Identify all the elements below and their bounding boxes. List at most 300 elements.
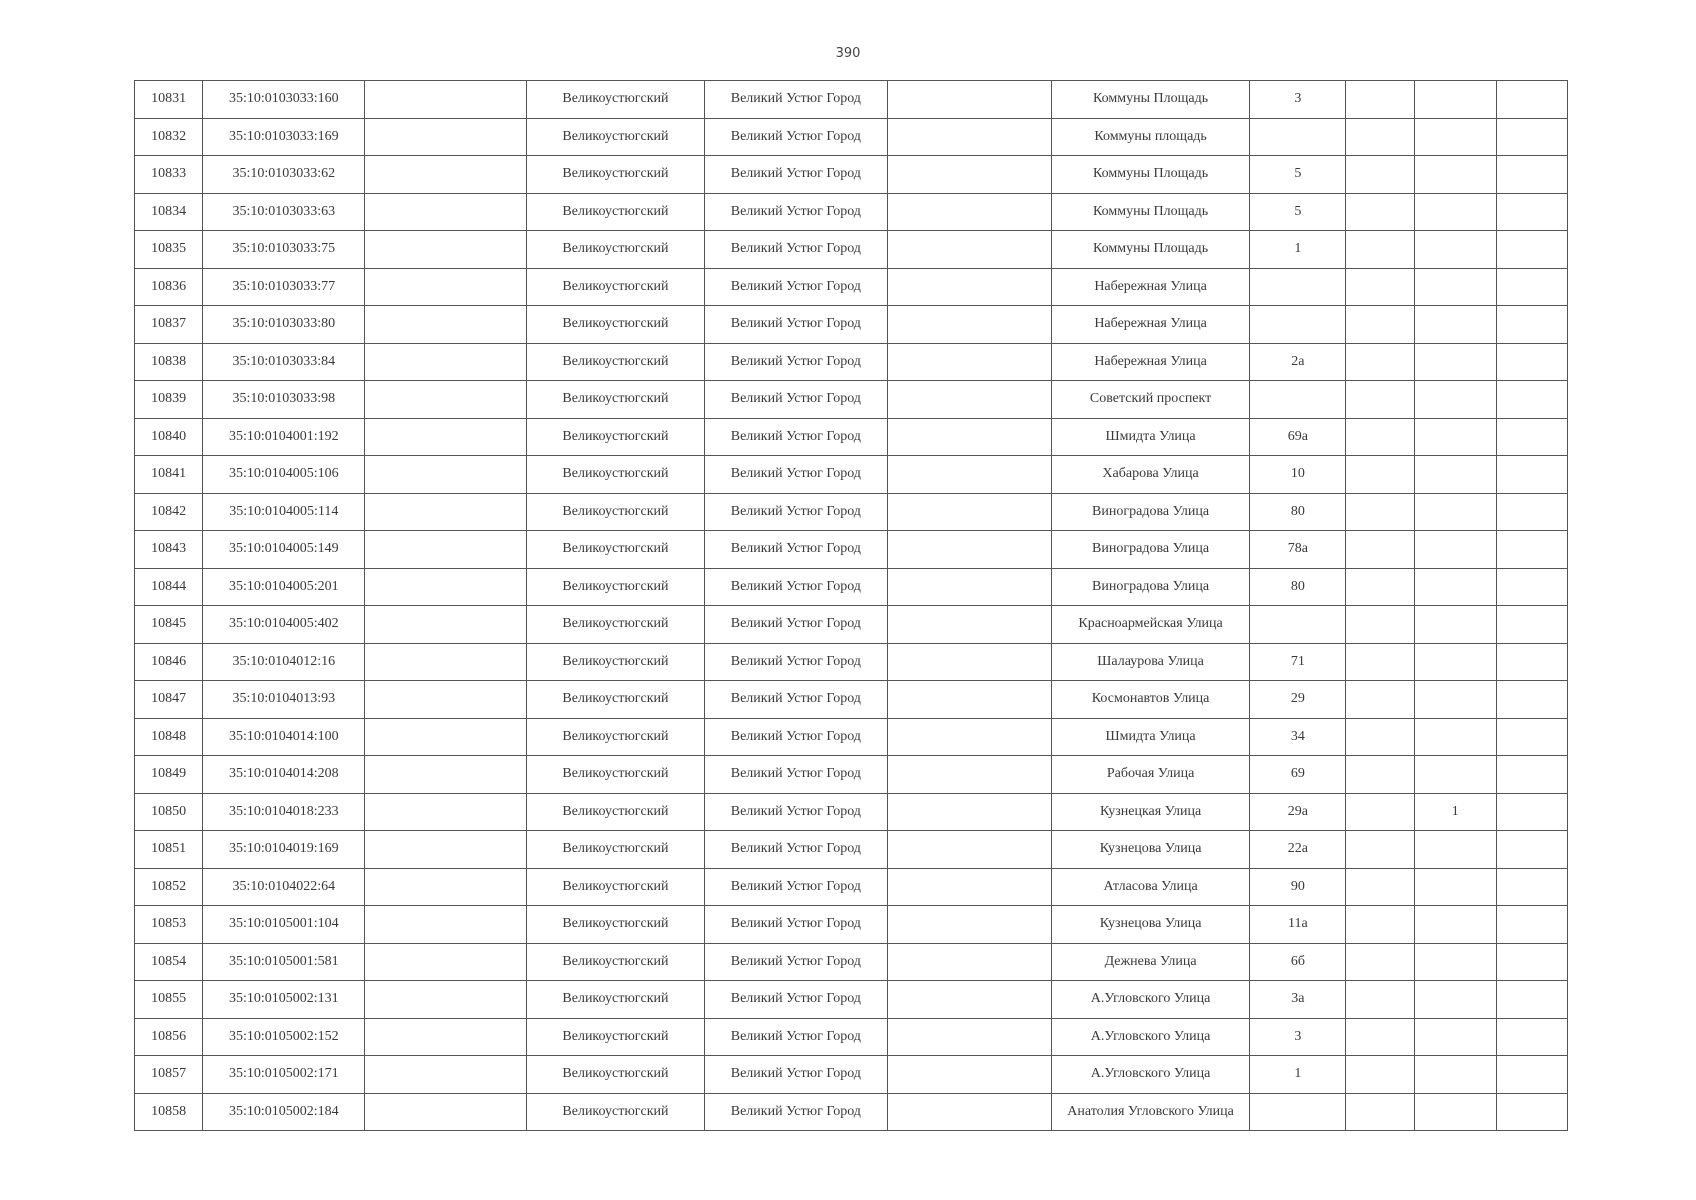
cadastral-number-cell: 35:10:0103033:169: [203, 118, 365, 156]
cadastral-number-cell: 35:10:0105001:581: [203, 943, 365, 981]
district-cell: Великоустюгский: [526, 643, 704, 681]
empty-cell-col11: [1496, 868, 1567, 906]
empty-cell-col11: [1496, 1093, 1567, 1131]
district-cell: Великоустюгский: [526, 793, 704, 831]
count-cell-col10: [1414, 606, 1496, 644]
empty-cell-col6: [887, 568, 1051, 606]
count-cell-col10: [1414, 981, 1496, 1019]
house-number-cell: [1250, 118, 1346, 156]
empty-cell-col6: [887, 81, 1051, 119]
record-number-cell: 10853: [135, 906, 203, 944]
count-cell-col10: [1414, 231, 1496, 269]
empty-cell-col11: [1496, 718, 1567, 756]
street-cell: Анатолия Угловского Улица: [1051, 1093, 1249, 1131]
empty-cell-col9: [1346, 193, 1414, 231]
district-cell: Великоустюгский: [526, 906, 704, 944]
house-number-cell: 22а: [1250, 831, 1346, 869]
locality-cell: Великий Устюг Город: [705, 681, 887, 719]
empty-cell-col9: [1346, 756, 1414, 794]
empty-cell-col6: [887, 456, 1051, 494]
empty-cell-col9: [1346, 381, 1414, 419]
street-cell: Коммуны площадь: [1051, 118, 1249, 156]
street-cell: Виноградова Улица: [1051, 568, 1249, 606]
empty-cell-col11: [1496, 118, 1567, 156]
street-cell: Рабочая Улица: [1051, 756, 1249, 794]
locality-cell: Великий Устюг Город: [705, 81, 887, 119]
empty-cell-col3: [365, 81, 526, 119]
street-cell: Дежнева Улица: [1051, 943, 1249, 981]
empty-cell-col3: [365, 418, 526, 456]
locality-cell: Великий Устюг Город: [705, 156, 887, 194]
empty-cell-col3: [365, 231, 526, 269]
house-number-cell: [1250, 306, 1346, 344]
empty-cell-col6: [887, 493, 1051, 531]
cadastral-number-cell: 35:10:0105002:171: [203, 1056, 365, 1094]
locality-cell: Великий Устюг Город: [705, 718, 887, 756]
empty-cell-col3: [365, 606, 526, 644]
empty-cell-col11: [1496, 231, 1567, 269]
count-cell-col10: [1414, 118, 1496, 156]
empty-cell-col6: [887, 606, 1051, 644]
locality-cell: Великий Устюг Город: [705, 493, 887, 531]
house-number-cell: [1250, 1093, 1346, 1131]
empty-cell-col9: [1346, 718, 1414, 756]
empty-cell-col9: [1346, 868, 1414, 906]
record-number-cell: 10834: [135, 193, 203, 231]
count-cell-col10: [1414, 831, 1496, 869]
locality-cell: Великий Устюг Город: [705, 831, 887, 869]
locality-cell: Великий Устюг Город: [705, 1056, 887, 1094]
street-cell: Шмидта Улица: [1051, 418, 1249, 456]
district-cell: Великоустюгский: [526, 193, 704, 231]
empty-cell-col9: [1346, 1018, 1414, 1056]
table-row: [135, 718, 1568, 756]
empty-cell-col11: [1496, 456, 1567, 494]
count-cell-col10: [1414, 681, 1496, 719]
empty-cell-col9: [1346, 831, 1414, 869]
district-cell: Великоустюгский: [526, 1093, 704, 1131]
street-cell: Шмидта Улица: [1051, 718, 1249, 756]
cadastral-number-cell: 35:10:0105001:104: [203, 906, 365, 944]
district-cell: Великоустюгский: [526, 493, 704, 531]
empty-cell-col6: [887, 381, 1051, 419]
locality-cell: Великий Устюг Город: [705, 381, 887, 419]
count-cell-col10: [1414, 568, 1496, 606]
record-number-cell: 10852: [135, 868, 203, 906]
table-row: [135, 268, 1568, 306]
cadastral-number-cell: 35:10:0104005:149: [203, 531, 365, 569]
empty-cell-col9: [1346, 493, 1414, 531]
empty-cell-col9: [1346, 643, 1414, 681]
record-number-cell: 10837: [135, 306, 203, 344]
count-cell-col10: [1414, 381, 1496, 419]
house-number-cell: 69а: [1250, 418, 1346, 456]
street-cell: Хабарова Улица: [1051, 456, 1249, 494]
district-cell: Великоустюгский: [526, 681, 704, 719]
house-number-cell: 10: [1250, 456, 1346, 494]
empty-cell-col3: [365, 681, 526, 719]
district-cell: Великоустюгский: [526, 606, 704, 644]
street-cell: Коммуны Площадь: [1051, 231, 1249, 269]
cadastral-number-cell: 35:10:0103033:98: [203, 381, 365, 419]
table-row: [135, 156, 1568, 194]
table-row: [135, 981, 1568, 1019]
record-number-cell: 10858: [135, 1093, 203, 1131]
empty-cell-col6: [887, 1093, 1051, 1131]
house-number-cell: 2а: [1250, 343, 1346, 381]
empty-cell-col9: [1346, 118, 1414, 156]
count-cell-col10: [1414, 1018, 1496, 1056]
locality-cell: Великий Устюг Город: [705, 1093, 887, 1131]
empty-cell-col3: [365, 981, 526, 1019]
empty-cell-col6: [887, 831, 1051, 869]
empty-cell-col11: [1496, 943, 1567, 981]
locality-cell: Великий Устюг Город: [705, 231, 887, 269]
record-number-cell: 10831: [135, 81, 203, 119]
house-number-cell: 29: [1250, 681, 1346, 719]
locality-cell: Великий Устюг Город: [705, 418, 887, 456]
empty-cell-col3: [365, 868, 526, 906]
empty-cell-col3: [365, 1018, 526, 1056]
empty-cell-col9: [1346, 418, 1414, 456]
empty-cell-col9: [1346, 906, 1414, 944]
street-cell: Набережная Улица: [1051, 268, 1249, 306]
table-row: [135, 1056, 1568, 1094]
cadastral-number-cell: 35:10:0105002:152: [203, 1018, 365, 1056]
street-cell: Космонавтов Улица: [1051, 681, 1249, 719]
count-cell-col10: [1414, 81, 1496, 119]
locality-cell: Великий Устюг Город: [705, 306, 887, 344]
empty-cell-col11: [1496, 981, 1567, 1019]
record-number-cell: 10856: [135, 1018, 203, 1056]
locality-cell: Великий Устюг Город: [705, 793, 887, 831]
house-number-cell: 80: [1250, 493, 1346, 531]
empty-cell-col9: [1346, 793, 1414, 831]
record-number-cell: 10845: [135, 606, 203, 644]
district-cell: Великоустюгский: [526, 568, 704, 606]
cadastral-number-cell: 35:10:0103033:63: [203, 193, 365, 231]
empty-cell-col11: [1496, 418, 1567, 456]
street-cell: Советский проспект: [1051, 381, 1249, 419]
district-cell: Великоустюгский: [526, 756, 704, 794]
count-cell-col10: [1414, 306, 1496, 344]
record-number-cell: 10848: [135, 718, 203, 756]
empty-cell-col6: [887, 681, 1051, 719]
house-number-cell: 1: [1250, 1056, 1346, 1094]
count-cell-col10: [1414, 756, 1496, 794]
empty-cell-col6: [887, 1018, 1051, 1056]
cadastral-number-cell: 35:10:0103033:75: [203, 231, 365, 269]
empty-cell-col11: [1496, 906, 1567, 944]
count-cell-col10: [1414, 643, 1496, 681]
district-cell: Великоустюгский: [526, 268, 704, 306]
house-number-cell: 3: [1250, 81, 1346, 119]
locality-cell: Великий Устюг Город: [705, 343, 887, 381]
empty-cell-col6: [887, 268, 1051, 306]
record-number-cell: 10850: [135, 793, 203, 831]
district-cell: Великоустюгский: [526, 531, 704, 569]
empty-cell-col6: [887, 418, 1051, 456]
cadastral-number-cell: 35:10:0104019:169: [203, 831, 365, 869]
locality-cell: Великий Устюг Город: [705, 568, 887, 606]
locality-cell: Великий Устюг Город: [705, 1018, 887, 1056]
cadastral-number-cell: 35:10:0103033:80: [203, 306, 365, 344]
locality-cell: Великий Устюг Город: [705, 531, 887, 569]
table-row: [135, 231, 1568, 269]
house-number-cell: 3: [1250, 1018, 1346, 1056]
count-cell-col10: [1414, 1093, 1496, 1131]
street-cell: Виноградова Улица: [1051, 493, 1249, 531]
empty-cell-col3: [365, 568, 526, 606]
count-cell-col10: 1: [1414, 793, 1496, 831]
empty-cell-col11: [1496, 343, 1567, 381]
empty-cell-col9: [1346, 81, 1414, 119]
cadastral-number-cell: 35:10:0104014:100: [203, 718, 365, 756]
locality-cell: Великий Устюг Город: [705, 981, 887, 1019]
count-cell-col10: [1414, 493, 1496, 531]
empty-cell-col6: [887, 943, 1051, 981]
empty-cell-col3: [365, 793, 526, 831]
count-cell-col10: [1414, 343, 1496, 381]
table-row: [135, 1093, 1568, 1131]
empty-cell-col6: [887, 756, 1051, 794]
empty-cell-col9: [1346, 306, 1414, 344]
table-row: [135, 831, 1568, 869]
empty-cell-col9: [1346, 568, 1414, 606]
district-cell: Великоустюгский: [526, 1056, 704, 1094]
house-number-cell: [1250, 606, 1346, 644]
table-row: [135, 343, 1568, 381]
street-cell: Коммуны Площадь: [1051, 193, 1249, 231]
record-number-cell: 10840: [135, 418, 203, 456]
table-row: [135, 868, 1568, 906]
cadastral-number-cell: 35:10:0104005:106: [203, 456, 365, 494]
count-cell-col10: [1414, 1056, 1496, 1094]
district-cell: Великоустюгский: [526, 156, 704, 194]
cadastral-number-cell: 35:10:0103033:160: [203, 81, 365, 119]
house-number-cell: 1: [1250, 231, 1346, 269]
empty-cell-col9: [1346, 606, 1414, 644]
house-number-cell: [1250, 268, 1346, 306]
empty-cell-col6: [887, 793, 1051, 831]
cadastral-number-cell: 35:10:0105002:184: [203, 1093, 365, 1131]
empty-cell-col9: [1346, 268, 1414, 306]
record-number-cell: 10843: [135, 531, 203, 569]
cadastral-number-cell: 35:10:0104013:93: [203, 681, 365, 719]
house-number-cell: [1250, 381, 1346, 419]
house-number-cell: 69: [1250, 756, 1346, 794]
street-cell: Виноградова Улица: [1051, 531, 1249, 569]
empty-cell-col6: [887, 718, 1051, 756]
locality-cell: Великий Устюг Город: [705, 456, 887, 494]
record-number-cell: 10847: [135, 681, 203, 719]
locality-cell: Великий Устюг Город: [705, 268, 887, 306]
empty-cell-col3: [365, 1056, 526, 1094]
page-number: 390: [835, 46, 861, 61]
count-cell-col10: [1414, 193, 1496, 231]
record-number-cell: 10836: [135, 268, 203, 306]
empty-cell-col11: [1496, 193, 1567, 231]
empty-cell-col11: [1496, 306, 1567, 344]
district-cell: Великоустюгский: [526, 418, 704, 456]
table-row: [135, 381, 1568, 419]
count-cell-col10: [1414, 718, 1496, 756]
count-cell-col10: [1414, 943, 1496, 981]
empty-cell-col3: [365, 531, 526, 569]
record-number-cell: 10851: [135, 831, 203, 869]
table-row: [135, 456, 1568, 494]
cadastral-number-cell: 35:10:0104005:402: [203, 606, 365, 644]
table-row: [135, 118, 1568, 156]
empty-cell-col9: [1346, 531, 1414, 569]
house-number-cell: 29а: [1250, 793, 1346, 831]
empty-cell-col11: [1496, 1018, 1567, 1056]
empty-cell-col6: [887, 231, 1051, 269]
empty-cell-col3: [365, 456, 526, 494]
empty-cell-col6: [887, 868, 1051, 906]
empty-cell-col6: [887, 343, 1051, 381]
empty-cell-col11: [1496, 1056, 1567, 1094]
locality-cell: Великий Устюг Город: [705, 943, 887, 981]
house-number-cell: 78а: [1250, 531, 1346, 569]
count-cell-col10: [1414, 868, 1496, 906]
record-number-cell: 10849: [135, 756, 203, 794]
empty-cell-col6: [887, 306, 1051, 344]
locality-cell: Великий Устюг Город: [705, 118, 887, 156]
empty-cell-col11: [1496, 381, 1567, 419]
street-cell: Кузнецова Улица: [1051, 831, 1249, 869]
street-cell: Набережная Улица: [1051, 343, 1249, 381]
street-cell: А.Угловского Улица: [1051, 1056, 1249, 1094]
record-number-cell: 10833: [135, 156, 203, 194]
table-row: [135, 531, 1568, 569]
empty-cell-col3: [365, 831, 526, 869]
empty-cell-col9: [1346, 1093, 1414, 1131]
record-number-cell: 10838: [135, 343, 203, 381]
empty-cell-col6: [887, 906, 1051, 944]
house-number-cell: 90: [1250, 868, 1346, 906]
locality-cell: Великий Устюг Город: [705, 643, 887, 681]
table-row: [135, 606, 1568, 644]
cadastral-number-cell: 35:10:0103033:77: [203, 268, 365, 306]
district-cell: Великоустюгский: [526, 381, 704, 419]
house-number-cell: 71: [1250, 643, 1346, 681]
district-cell: Великоустюгский: [526, 831, 704, 869]
empty-cell-col3: [365, 493, 526, 531]
street-cell: А.Угловского Улица: [1051, 1018, 1249, 1056]
table-row: [135, 756, 1568, 794]
empty-cell-col6: [887, 643, 1051, 681]
empty-cell-col11: [1496, 156, 1567, 194]
empty-cell-col9: [1346, 456, 1414, 494]
table-row: [135, 906, 1568, 944]
empty-cell-col6: [887, 981, 1051, 1019]
table-row: [135, 568, 1568, 606]
table-row: [135, 943, 1568, 981]
record-number-cell: 10857: [135, 1056, 203, 1094]
count-cell-col10: [1414, 268, 1496, 306]
street-cell: Набережная Улица: [1051, 306, 1249, 344]
district-cell: Великоустюгский: [526, 1018, 704, 1056]
table-row: [135, 306, 1568, 344]
record-number-cell: 10839: [135, 381, 203, 419]
empty-cell-col3: [365, 643, 526, 681]
empty-cell-col9: [1346, 981, 1414, 1019]
empty-cell-col9: [1346, 343, 1414, 381]
empty-cell-col3: [365, 343, 526, 381]
table-row: [135, 81, 1568, 119]
street-cell: Атласова Улица: [1051, 868, 1249, 906]
district-cell: Великоустюгский: [526, 81, 704, 119]
cadastral-number-cell: 35:10:0104012:16: [203, 643, 365, 681]
street-cell: Коммуны Площадь: [1051, 81, 1249, 119]
empty-cell-col11: [1496, 493, 1567, 531]
house-number-cell: 5: [1250, 156, 1346, 194]
district-cell: Великоустюгский: [526, 306, 704, 344]
table-row: [135, 493, 1568, 531]
house-number-cell: 3а: [1250, 981, 1346, 1019]
count-cell-col10: [1414, 156, 1496, 194]
record-number-cell: 10832: [135, 118, 203, 156]
table-row: [135, 193, 1568, 231]
record-number-cell: 10841: [135, 456, 203, 494]
empty-cell-col3: [365, 718, 526, 756]
district-cell: Великоустюгский: [526, 456, 704, 494]
empty-cell-col11: [1496, 643, 1567, 681]
cadastral-number-cell: 35:10:0104005:114: [203, 493, 365, 531]
empty-cell-col11: [1496, 568, 1567, 606]
record-number-cell: 10835: [135, 231, 203, 269]
locality-cell: Великий Устюг Город: [705, 756, 887, 794]
house-number-cell: 11а: [1250, 906, 1346, 944]
empty-cell-col11: [1496, 81, 1567, 119]
street-cell: Кузнецкая Улица: [1051, 793, 1249, 831]
empty-cell-col6: [887, 193, 1051, 231]
table-body: [135, 81, 1568, 1131]
district-cell: Великоустюгский: [526, 118, 704, 156]
empty-cell-col9: [1346, 1056, 1414, 1094]
count-cell-col10: [1414, 456, 1496, 494]
record-number-cell: 10855: [135, 981, 203, 1019]
cadastral-number-cell: 35:10:0104001:192: [203, 418, 365, 456]
count-cell-col10: [1414, 906, 1496, 944]
cadastral-number-cell: 35:10:0104014:208: [203, 756, 365, 794]
street-cell: Кузнецова Улица: [1051, 906, 1249, 944]
empty-cell-col11: [1496, 681, 1567, 719]
house-number-cell: 5: [1250, 193, 1346, 231]
cadastral-number-cell: 35:10:0104018:233: [203, 793, 365, 831]
empty-cell-col6: [887, 118, 1051, 156]
district-cell: Великоустюгский: [526, 343, 704, 381]
district-cell: Великоустюгский: [526, 718, 704, 756]
house-number-cell: 34: [1250, 718, 1346, 756]
district-cell: Великоустюгский: [526, 868, 704, 906]
empty-cell-col3: [365, 756, 526, 794]
count-cell-col10: [1414, 418, 1496, 456]
empty-cell-col3: [365, 156, 526, 194]
record-number-cell: 10854: [135, 943, 203, 981]
empty-cell-col3: [365, 381, 526, 419]
empty-cell-col6: [887, 156, 1051, 194]
empty-cell-col6: [887, 531, 1051, 569]
district-cell: Великоустюгский: [526, 231, 704, 269]
street-cell: Шалаурова Улица: [1051, 643, 1249, 681]
empty-cell-col9: [1346, 156, 1414, 194]
locality-cell: Великий Устюг Город: [705, 906, 887, 944]
district-cell: Великоустюгский: [526, 943, 704, 981]
house-number-cell: 80: [1250, 568, 1346, 606]
cadastral-number-cell: 35:10:0103033:62: [203, 156, 365, 194]
